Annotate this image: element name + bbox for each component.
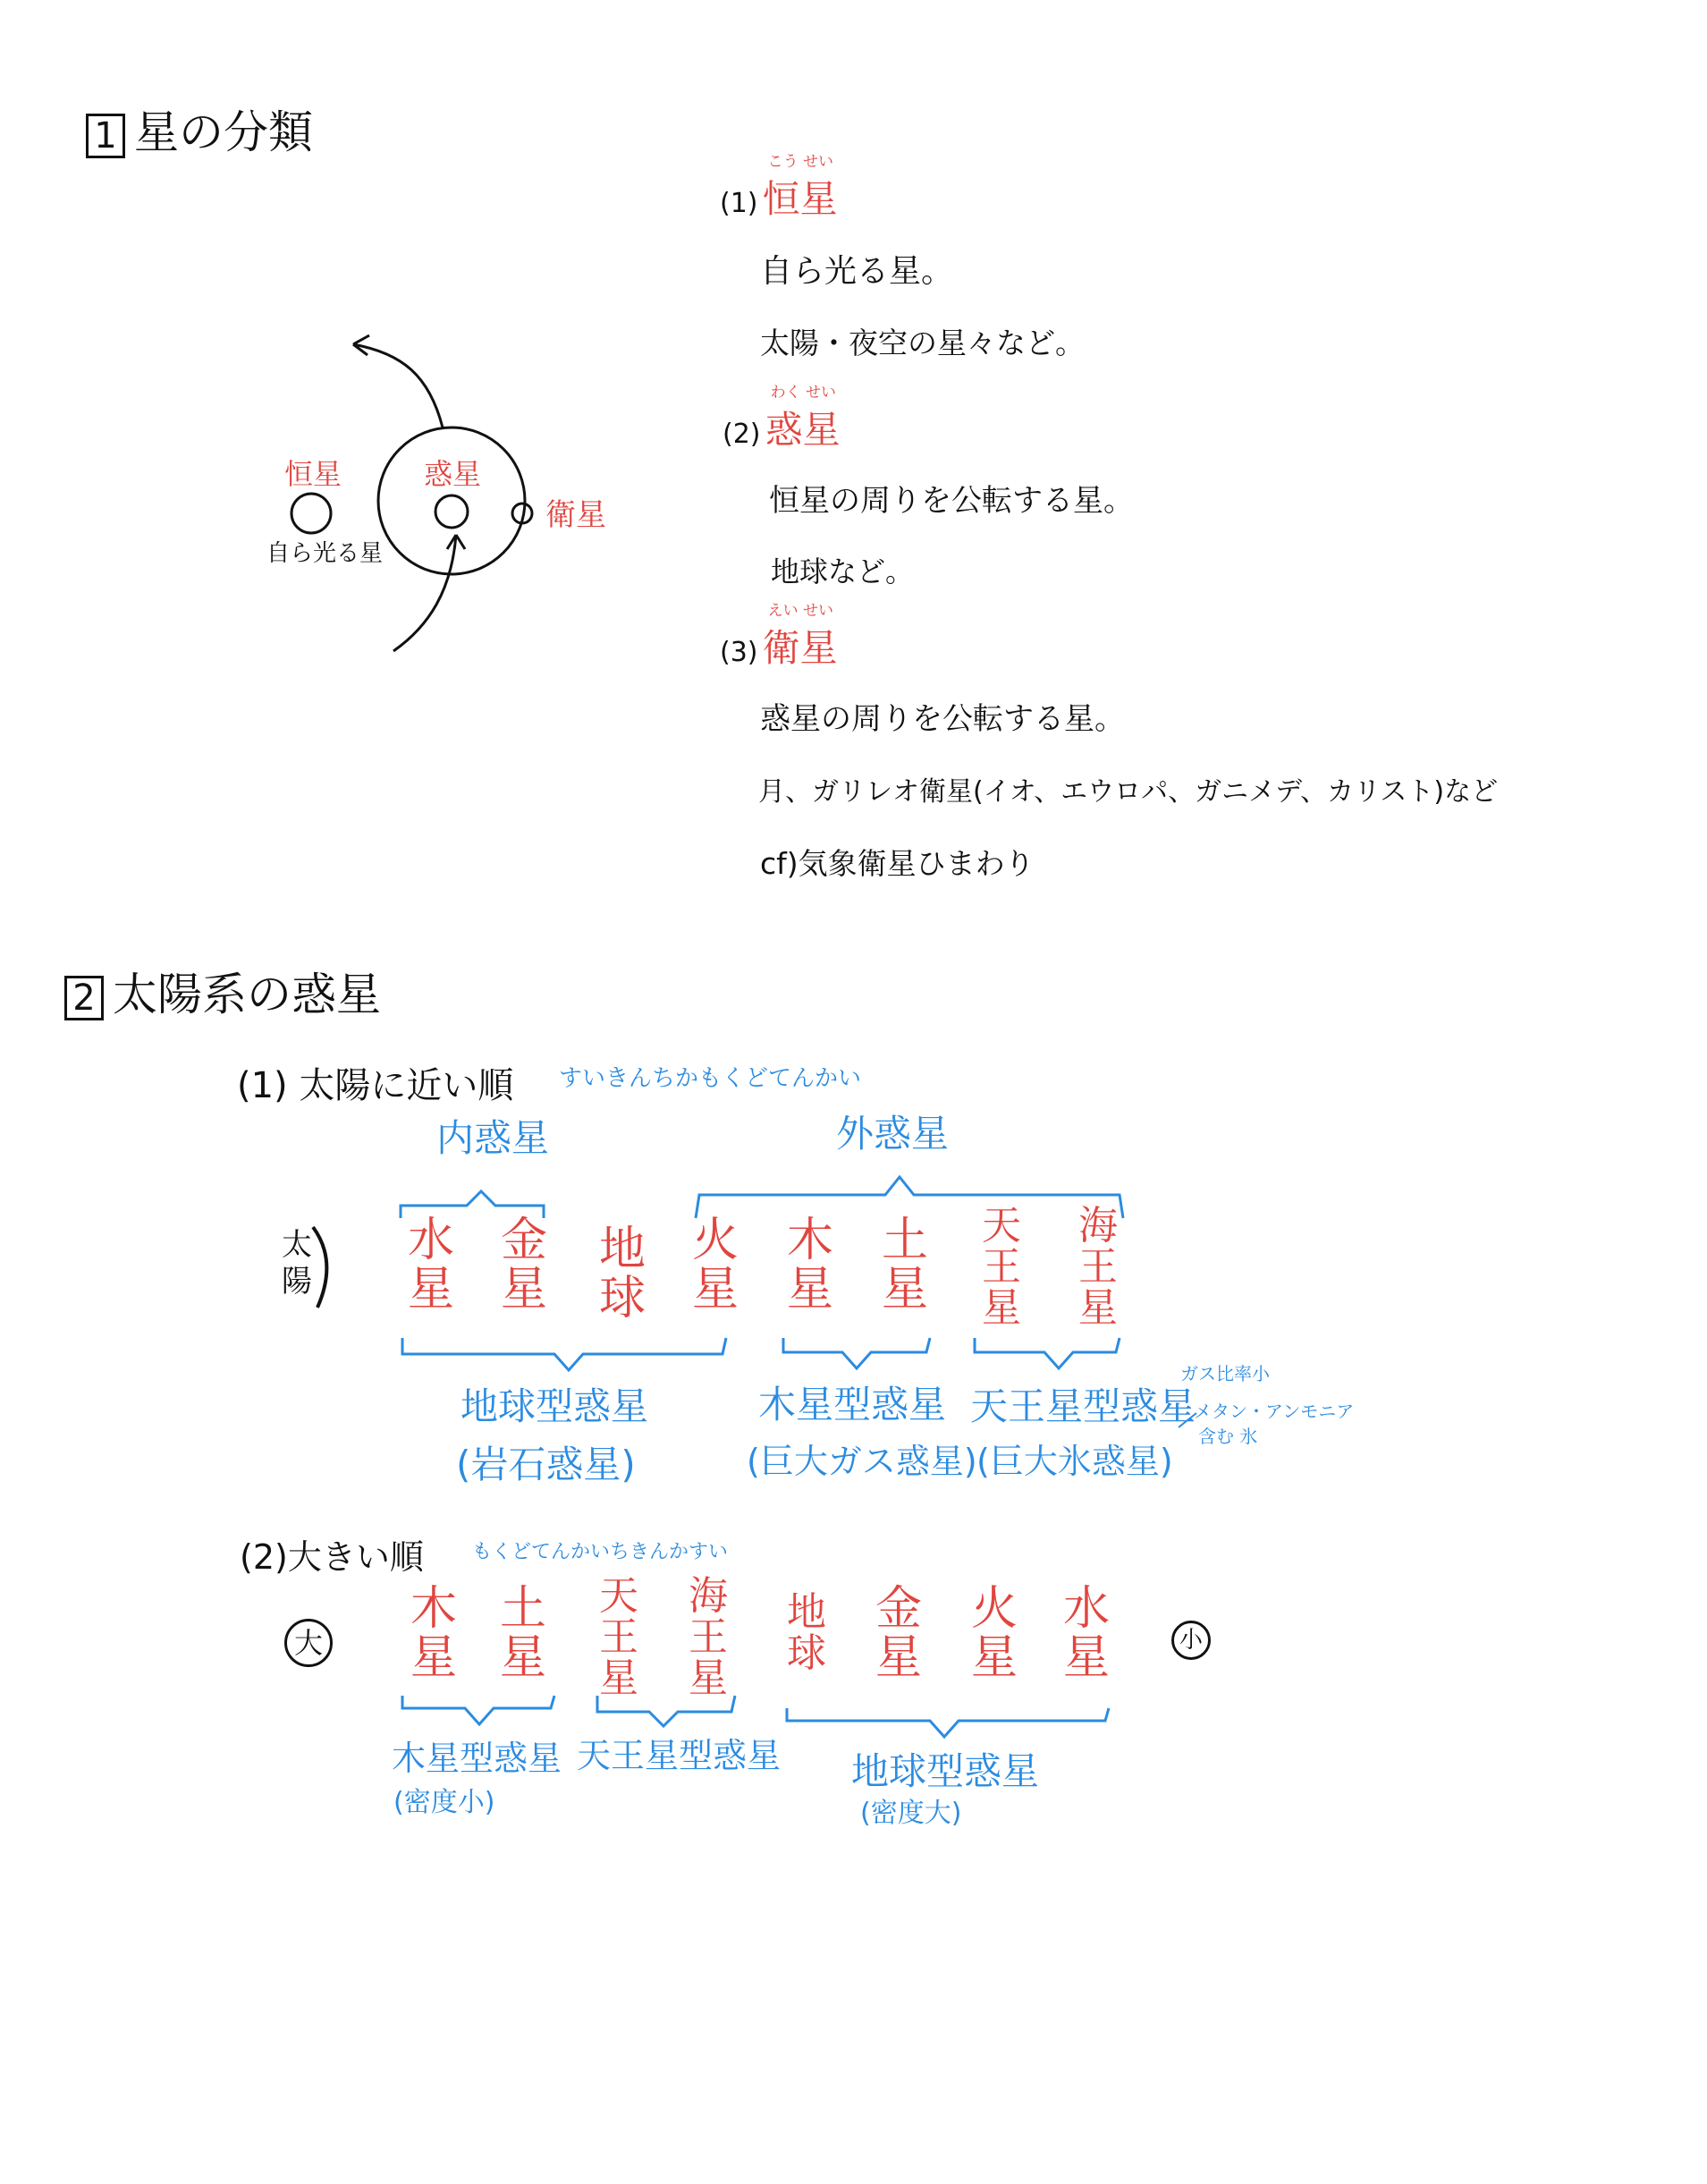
ice-giant-group-sub: (巨大氷惑星) <box>976 1442 1173 1481</box>
terrestrial-group: 地球型惑星 <box>461 1384 649 1428</box>
size-ice-group: 天王星型惑星 <box>577 1736 782 1775</box>
order-size-label: (2)大きい順 <box>240 1537 424 1577</box>
size-terrestrial-brace <box>787 1708 1109 1737</box>
item-3-line-2: 月、ガリレオ衛星(イオ、エウロパ、ガニメデ、カリスト)など <box>758 776 1499 808</box>
planet-size-4: 海 王 星 <box>689 1573 728 1702</box>
item-number: (3) <box>720 637 758 668</box>
diagram-satellite-label: 衛星 <box>545 497 606 533</box>
inner-planets-label: 内惑星 <box>436 1116 550 1160</box>
ruby: こう せい <box>767 153 833 171</box>
planet-size-6: 金 星 <box>875 1582 922 1685</box>
planet-size-3: 天 王 星 <box>599 1573 638 1702</box>
item-2-line-1: 恒星の周りを公転する星。 <box>769 483 1134 519</box>
diagram-planet-label: 惑星 <box>424 457 482 491</box>
planet-size-1: 木 星 <box>410 1582 457 1685</box>
planet-near-7: 天 王 星 <box>982 1203 1021 1332</box>
ruby: わく せい <box>770 384 836 402</box>
planet-size-8: 水 星 <box>1062 1582 1110 1685</box>
planet-near-4: 火 星 <box>691 1214 739 1316</box>
item-2-line-2: 地球など。 <box>771 554 915 588</box>
order-near-mnemonic: すいきんちかもくどてんかい <box>559 1065 862 1092</box>
planet-near-5: 木 星 <box>786 1214 833 1316</box>
side-note-3: 含む 氷 <box>1198 1426 1258 1447</box>
order-size-mnemonic: もくどてんかいちきんかすい <box>472 1541 729 1563</box>
jovian-group: 木星型惑星 <box>758 1383 947 1426</box>
size-jovian-group: 木星型惑星 <box>392 1739 562 1778</box>
item-1-line-1: 自ら光る星。 <box>760 253 954 290</box>
terrestrial-group-sub: (岩石惑星) <box>456 1443 636 1486</box>
planet-near-1: 水 星 <box>407 1214 454 1316</box>
outer-planets-label: 外惑星 <box>836 1112 950 1155</box>
item-title: 惑星 <box>765 408 841 452</box>
planet-near-2: 金 星 <box>500 1214 547 1316</box>
section1-title: 星の分類 <box>134 106 313 158</box>
size-jovian-brace <box>402 1696 554 1724</box>
section2-number: 2 <box>64 976 104 1020</box>
big-marker: 大 <box>284 1619 333 1667</box>
size-terrestrial-group-sub: (密度大) <box>860 1798 962 1829</box>
planet-size-5: 地 球 <box>787 1589 826 1677</box>
planet-size-2: 土 星 <box>499 1582 546 1685</box>
side-note-2: メタン・アンモニア <box>1194 1401 1355 1422</box>
side-note-1: ガス比率小 <box>1180 1363 1270 1384</box>
jovian-group-sub: (巨大ガス惑星) <box>747 1442 977 1481</box>
item-title: 衛星 <box>762 626 838 670</box>
item-title: 恒星 <box>762 177 838 221</box>
item-number: (2) <box>723 419 761 450</box>
section1-number: 1 <box>86 114 125 158</box>
item-number: (1) <box>720 188 758 219</box>
size-jovian-group-sub: (密度小) <box>393 1787 495 1818</box>
ruby: えい せい <box>767 602 833 620</box>
order-near-label: (1) 太陽に近い順 <box>237 1065 514 1106</box>
diagram-fixed-star-label: 恒星 <box>284 457 342 491</box>
planet-near-6: 土 星 <box>881 1214 928 1316</box>
planet-size-7: 火 星 <box>970 1582 1018 1685</box>
ice-giant-group: 天王星型惑星 <box>970 1384 1196 1428</box>
small-marker: 小 <box>1171 1621 1211 1660</box>
planet-near-8: 海 王 星 <box>1078 1203 1118 1332</box>
size-terrestrial-group: 地球型惑星 <box>851 1749 1040 1793</box>
item-3-line-1: 惑星の周りを公転する星。 <box>760 701 1125 737</box>
item-3-line-3: cf)気象衛星ひまわり <box>760 846 1035 881</box>
sun-label: 太陽 <box>282 1227 312 1299</box>
diagram-fixed-star-note: 自ら光る星 <box>266 540 384 567</box>
item-1-line-2: 太陽・夜空の星々など。 <box>760 326 1085 360</box>
section2-title: 太陽系の惑星 <box>113 969 381 1020</box>
planet-near-3: 地 球 <box>598 1223 646 1325</box>
